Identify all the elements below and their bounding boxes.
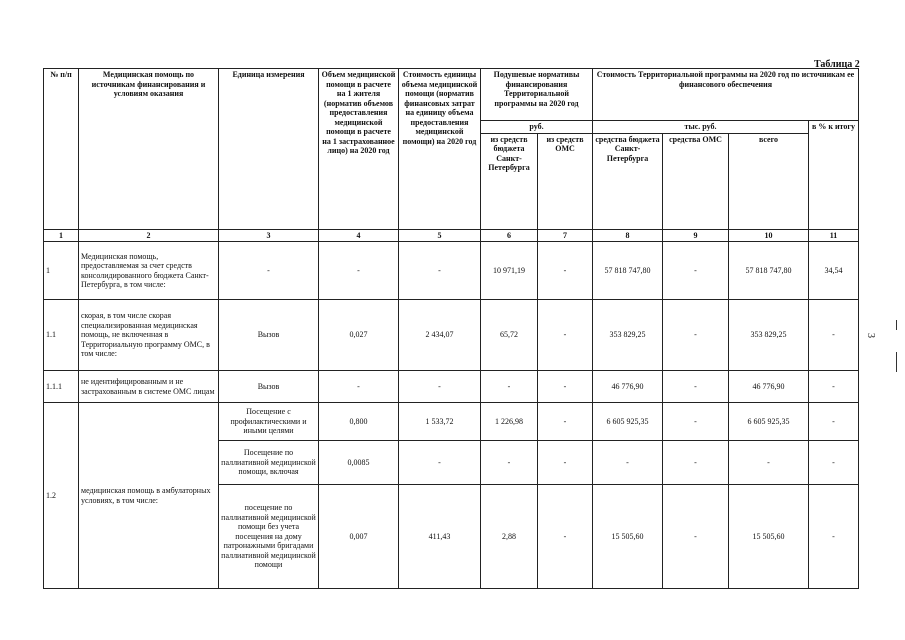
row-total: 15 505,60: [729, 485, 809, 589]
row-unit: -: [219, 242, 319, 300]
header-col-budget-total: средства бюджета Санкт-Петербурга: [593, 133, 663, 229]
header-unit-thousand-rub: тыс. руб.: [593, 121, 809, 134]
row-oms-per-capita: -: [538, 300, 593, 371]
row-volume: 0,800: [319, 403, 399, 441]
header-col-oms-per-capita: из средств ОМС: [538, 133, 593, 229]
row-percent: -: [809, 403, 859, 441]
header-col-number: № п/п: [44, 69, 79, 230]
table-row: [44, 371, 859, 403]
row-budget-per-capita: 65,72: [481, 300, 538, 371]
row-budget-per-capita: -: [481, 371, 538, 403]
row-unit-cost: 1 533,72: [399, 403, 481, 441]
column-number: 1: [44, 229, 79, 242]
row-total: -: [729, 441, 809, 485]
row-total: 57 818 747,80: [729, 242, 809, 300]
row-description: не идентифицированным и не застрахованным в системе ОМС лицам: [79, 371, 219, 403]
row-volume: 0,0085: [319, 441, 399, 485]
row-percent: 34,54: [809, 242, 859, 300]
column-number: 4: [319, 229, 399, 242]
financing-table: [43, 68, 859, 589]
row-budget-total: 353 829,25: [593, 300, 663, 371]
table-label: Таблица 2: [814, 59, 860, 70]
column-number: 10: [729, 229, 809, 242]
header-col-unit-cost: Стоимость единицы объема медицинской помощи (норматив финансовых затрат на единицу объема предоставления медицинской помощи) на 2020 год: [399, 69, 481, 230]
row-unit-cost: 2 434,07: [399, 300, 481, 371]
row-volume: -: [319, 242, 399, 300]
row-budget-total: 46 776,90: [593, 371, 663, 403]
row-number: 1.1.1: [44, 371, 79, 403]
row-total: 353 829,25: [729, 300, 809, 371]
row-description: Медицинская помощь, предоставляемая за счет средств консолидированного бюджета Санкт-Петербурга, в том числе:: [79, 242, 219, 300]
row-number: 1: [44, 242, 79, 300]
row-oms-per-capita: -: [538, 242, 593, 300]
table-row: [44, 242, 859, 300]
row-unit: Посещение по паллиативной медицинской помощи, включая: [219, 441, 319, 485]
header-col-oms-total: средства ОМС: [663, 133, 729, 229]
header-col-description: Медицинская помощь по источникам финансирования и условиям оказания: [79, 69, 219, 230]
table-row: [44, 300, 859, 371]
margin-mark: [896, 320, 897, 330]
column-number: 8: [593, 229, 663, 242]
row-percent: -: [809, 485, 859, 589]
margin-mark: [896, 352, 897, 372]
column-number: 9: [663, 229, 729, 242]
header-col-volume: Объем медицинской помощи в расчете на 1 жителя (норматив объемов предоставления медицинской помощи в расчете на 1 застрахованное лицо) на 2020 год: [319, 69, 399, 230]
row-budget-per-capita: -: [481, 441, 538, 485]
row-volume: 0,027: [319, 300, 399, 371]
column-number: 11: [809, 229, 859, 242]
row-number: 1.1: [44, 300, 79, 371]
row-unit: Вызов: [219, 371, 319, 403]
row-volume: 0,007: [319, 485, 399, 589]
row-budget-total: 6 605 925,35: [593, 403, 663, 441]
row-oms-total: -: [663, 403, 729, 441]
row-oms-per-capita: -: [538, 441, 593, 485]
row-number: 1.2: [44, 403, 79, 589]
row-unit: Посещение с профилактическими и иными целями: [219, 403, 319, 441]
row-oms-total: -: [663, 300, 729, 371]
row-total: 46 776,90: [729, 371, 809, 403]
row-description: медицинская помощь в амбулаторных условиях, в том числе:: [79, 403, 219, 589]
row-percent: -: [809, 371, 859, 403]
row-unit: Вызов: [219, 300, 319, 371]
column-number: 2: [79, 229, 219, 242]
row-oms-total: -: [663, 441, 729, 485]
page-number: 3: [865, 333, 876, 338]
header-col-budget-per-capita: из средств бюджета Санкт-Петербурга: [481, 133, 538, 229]
row-oms-total: -: [663, 371, 729, 403]
row-unit-cost: 411,43: [399, 485, 481, 589]
row-budget-per-capita: 2,88: [481, 485, 538, 589]
column-number: 5: [399, 229, 481, 242]
row-unit-cost: -: [399, 371, 481, 403]
header-unit-rub: руб.: [481, 121, 593, 134]
row-volume: -: [319, 371, 399, 403]
row-oms-per-capita: -: [538, 485, 593, 589]
row-oms-per-capita: -: [538, 403, 593, 441]
row-oms-per-capita: -: [538, 371, 593, 403]
header-col-total: всего: [729, 133, 809, 229]
row-budget-per-capita: 10 971,19: [481, 242, 538, 300]
column-number: 3: [219, 229, 319, 242]
row-percent: -: [809, 441, 859, 485]
row-unit: посещение по паллиативной медицинской помощи без учета посещения на дому патронажными бригадами паллиативной медицинской помощи: [219, 485, 319, 589]
row-budget-total: -: [593, 441, 663, 485]
row-budget-total: 57 818 747,80: [593, 242, 663, 300]
row-unit-cost: -: [399, 242, 481, 300]
row-percent: -: [809, 300, 859, 371]
row-description: скорая, в том числе скорая специализированная медицинская помощь, не включенная в Территориальную программу ОМС, в том числе:: [79, 300, 219, 371]
column-number: 7: [538, 229, 593, 242]
row-oms-total: -: [663, 242, 729, 300]
header-col-percent: в % к итогу: [809, 121, 859, 230]
row-oms-total: -: [663, 485, 729, 589]
row-budget-per-capita: 1 226,98: [481, 403, 538, 441]
row-total: 6 605 925,35: [729, 403, 809, 441]
table-row: [44, 403, 859, 441]
row-unit-cost: -: [399, 441, 481, 485]
header-group-cost: Стоимость Территориальной программы на 2020 год по источникам ее финансового обеспечения: [593, 69, 859, 121]
column-number: 6: [481, 229, 538, 242]
row-budget-total: 15 505,60: [593, 485, 663, 589]
header-group-per-capita: Подушевые нормативы финансирования Территориальной программы на 2020 год: [481, 69, 593, 121]
header-col-unit: Единица измерения: [219, 69, 319, 230]
